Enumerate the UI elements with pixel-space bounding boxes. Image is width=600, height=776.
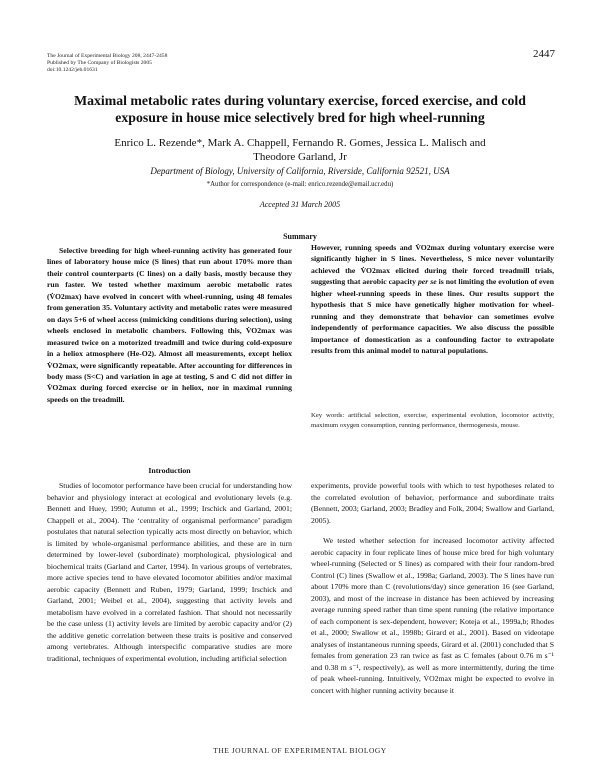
- journal-info: [47, 53, 167, 74]
- affiliation: Department of Biology, University of California, Riverside, California 92521, USA: [150, 166, 450, 176]
- summary-heading: Summary: [283, 232, 317, 241]
- publisher: Published by The Company of Biologists 2005: [47, 60, 152, 66]
- summary-right-text-b: is not limiting the evolution of even higher wheel-running speeds in these lines. Our results support the hypothesis that S mice have genetically higher motivation for wheel-running and they demonstrate that behavior can sometimes evolve independently of performance capacities. We also discuss the possible importance of domestication as a confounding factor to extrapolate results from this animal model to natural populations.: [311, 277, 554, 356]
- doi: doi:10.1242/jeb.01631: [47, 67, 98, 73]
- summary-paragraph-left: Selective breeding for high wheel-running activity has generated four lines of laboratory house mice (S lines) that run about 170% more than their control counterparts (C lines) on a daily basis, mostly because they run faster. We tested whether maximum aerobic metabolic rates (V̇O2max) have evolved in concert with wheel-running, using 48 females from generation 35. Voluntary activity and metabolic rates were measured on days 5+6 of wheel access (mimicking conditions during selection), using wheels enclosed in metabolic chambers. Following this, V̇O2max was measured twice on a motorized treadmill and twice during cold-exposure in a heliox atmosphere (He-O2). Almost all measurements, except heliox V̇O2max, were significantly repeatable. After accounting for differences in body mass (S<C) and variation in age at testing, S and C did not differ in V̇O2max during forced exercise or in heliox, nor in maximal running speeds on the treadmill.: [47, 246, 292, 404]
- journal-citation: The Journal of Experimental Biology 208, 2447-2458: [47, 53, 168, 59]
- summary-left-column: [47, 245, 292, 405]
- summary-italic-phrase: per se: [417, 277, 437, 287]
- introduction-paragraph-1-continued: experiments, provide powerful tools with which to test hypotheses related to the correlated evolution of behavior, performance and subordinate traits (Bennett, 2003; Garland, 2003; Bradley and Folk, 2004; Swallow and Garland, 2005).: [311, 481, 554, 525]
- authors-line-1: Enrico L. Rezende*, Mark A. Chappell, Fernando R. Gomes, Jessica L. Malisch and: [114, 137, 486, 149]
- introduction-left-column: [47, 480, 292, 664]
- summary-paragraph-right: [311, 242, 554, 357]
- authors: [50, 136, 550, 164]
- introduction-paragraph-1: Studies of locomotor performance have been crucial for understanding how behavior and physiology interact at ecological and evolutionary levels (e.g. Bennett and Huey, 1990; Autumn et al., 1999; Irschick and Garland, 2001; Chappell et al., 2004). The ‘centrality of organismal performance’ paradigm postulates that natural selection typically acts most directly on behavior, which is limited by whole-organismal performance abilities, and these are in turn determined by lower-level (subordinate) morphological, physiological and biochemical traits (Garland and Carter, 1994). In various groups of vertebrates, more active species tend to have elevated locomotor abilities and/or maximal aerobic capacity (Bennett and Ruben, 1979; Garland, 1999; Irschick and Garland, 2001; Weibel et al., 2004), suggesting that activity levels and metabolism have evolved in a correlated fashion. That should not necessarily be the case unless (1) activity levels are limited by aerobic capacity and/or (2) the additive genetic correlation between these traits is positive and conserved among vertebrates. Although interspecific comparative studies are more traditional, techniques of experimental evolution, including artificial selection: [47, 481, 292, 663]
- journal-footer: THE JOURNAL OF EXPERIMENTAL BIOLOGY: [213, 746, 387, 755]
- summary-right-column: [311, 242, 554, 357]
- introduction-right-column: [311, 480, 554, 696]
- article-title: Maximal metabolic rates during voluntary exercise, forced exercise, and cold exposure in house mice selectively bred for high wheel-running: [74, 93, 526, 125]
- page-number: 2447: [533, 48, 555, 60]
- introduction-paragraph-2: We tested whether selection for increased locomotor activity affected aerobic capacity in four replicate lines of house mice bred for high voluntary wheel-running (Selected or S lines) as compared with their four random-bred Control (C) lines (Swallow et al., 1998a; Garland, 2003). The S lines have run about 170% more than C (revolutions/day) since generation 16 (see Garland, 2003), and most of the increase in distance has been achieved by increasing average running speed rather than time spent running (the relative importance of each component is sex-dependent, however; Koteja et al., 1999a,b; Rhodes et al., 2000; Swallow et al., 1998b; Girard et al., 2001). Based on videotape analyses of instantaneous running speeds, Girard et al. (2001) concluded that S females from generation 23 ran twice as fast as C females (about 0.76 m s⁻¹ and 0.38 m s⁻¹, respectively), as well as more intermittently, during the time of peak wheel-running. Intuitively, V̇O2max might be expected to evolve in concert with higher running activity because it: [311, 536, 554, 695]
- correspondence: *Author for correspondence (e-mail: enrico.rezende@email.ucr.edu): [206, 181, 394, 188]
- introduction-heading: Introduction: [148, 466, 191, 475]
- keywords: Key words: artificial selection, exercise, experimental evolution, locomotor activity, maximum oxygen consumption, running performance, thermogenesis, mouse.: [311, 412, 554, 430]
- summary-right-text-a: However, running speeds and V̇O2max during voluntary exercise were significantly higher in S lines. Nevertheless, S mice never voluntarily achieved the V̇O2max elicited during their forced treadmill trials, suggesting that aerobic capacity: [311, 243, 554, 287]
- authors-line-2: Theodore Garland, Jr: [253, 151, 347, 163]
- accepted-date: Accepted 31 March 2005: [259, 200, 341, 209]
